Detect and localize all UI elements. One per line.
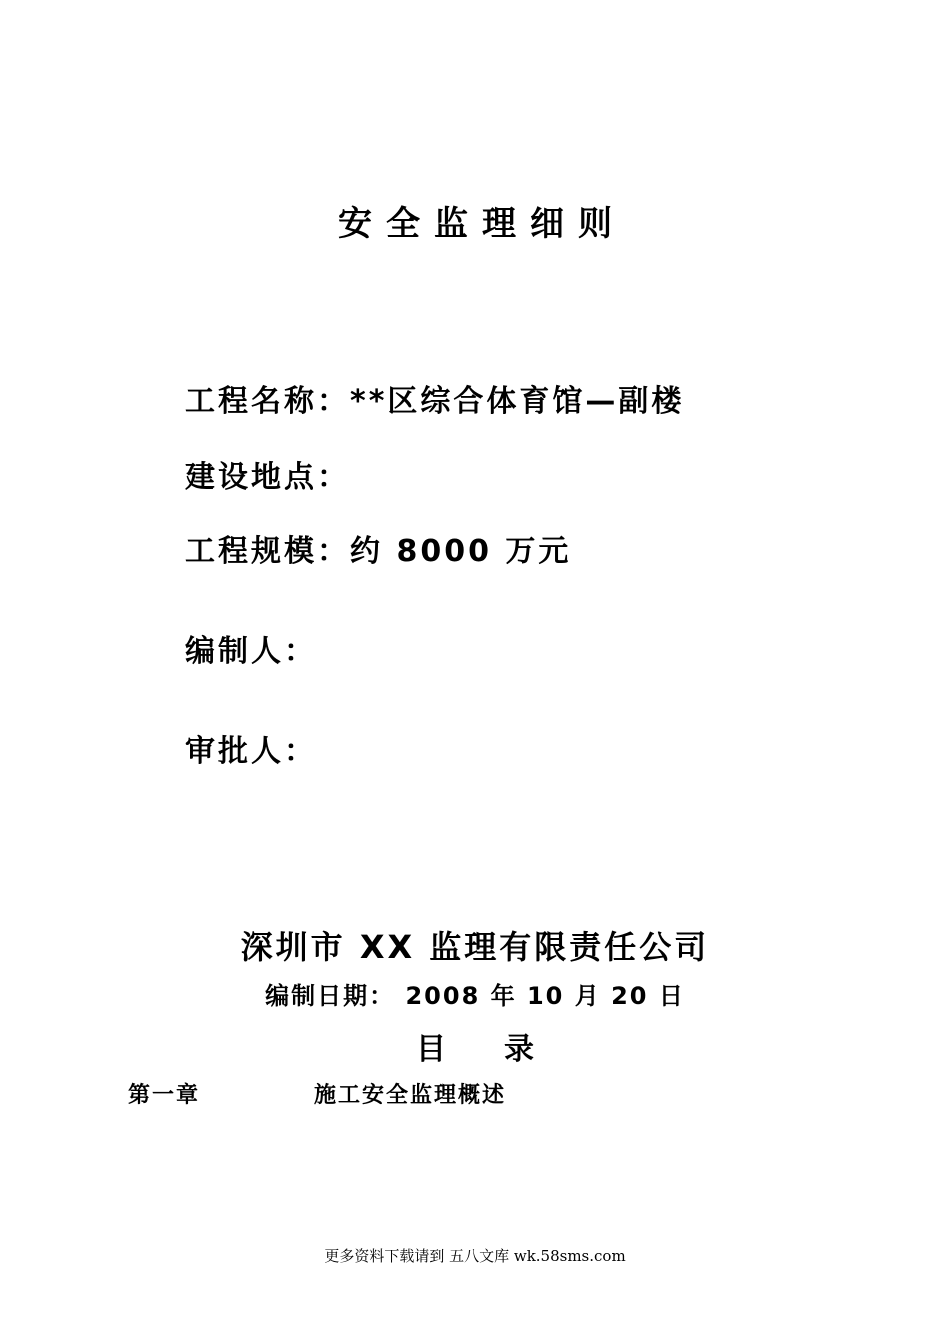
toc-item[interactable] xyxy=(128,1078,506,1109)
toc-heading-right: 录 xyxy=(504,1032,534,1067)
field-project-scale xyxy=(185,526,571,570)
field-value: **区综合体育馆—副楼 xyxy=(350,384,685,419)
field-label: 编制人： xyxy=(185,634,317,669)
field-label: 工程规模： xyxy=(185,534,350,569)
toc-heading-left: 目 xyxy=(416,1032,446,1067)
footer-note: 更多资料下载请到 五八文库 wk.58sms.com xyxy=(324,1247,626,1265)
toc-chapter-number: 第一章 xyxy=(128,1083,201,1108)
field-value: 约 8000 万元 xyxy=(350,534,572,569)
toc-chapter-title: 施工安全监理概述 xyxy=(314,1083,507,1108)
field-label: 审批人： xyxy=(185,734,317,769)
field-label: 建设地点： xyxy=(185,460,350,495)
field-label: 工程名称： xyxy=(185,384,350,419)
document-title: 安全监理细则 xyxy=(338,204,626,244)
field-construction-site xyxy=(185,452,350,496)
field-approver xyxy=(185,726,317,770)
compile-date: 编制日期： 2008 年 10 月 20 日 xyxy=(265,982,685,1010)
field-project-name xyxy=(185,376,684,420)
toc-heading xyxy=(0,1024,950,1068)
company-name: 深圳市 XX 监理有限责任公司 xyxy=(240,928,710,966)
field-compiler xyxy=(185,626,317,670)
